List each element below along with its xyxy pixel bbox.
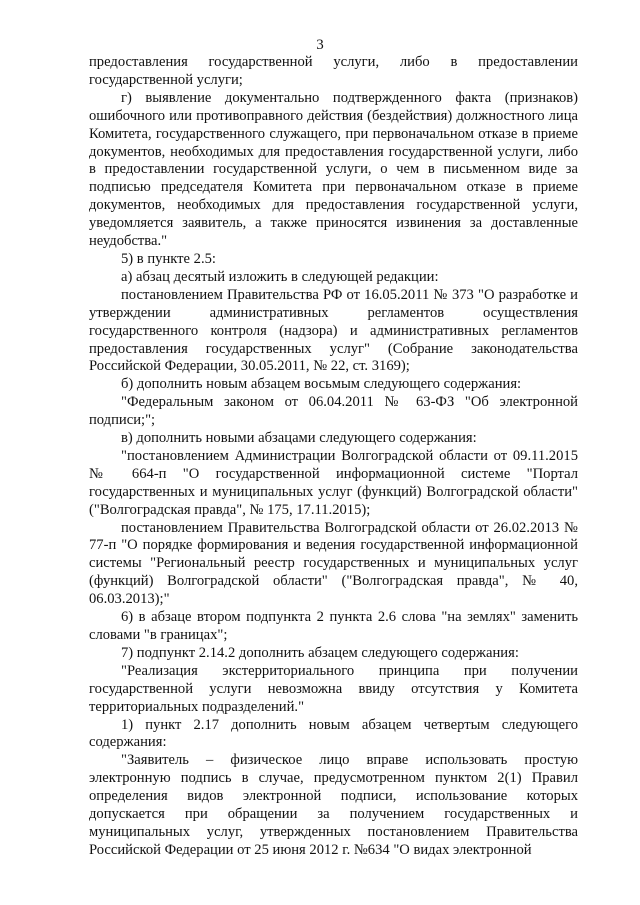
paragraph-item-1: 1) пункт 2.17 дополнить новым абзацем четвертым следующего содержания: (89, 716, 578, 751)
paragraph-federal-law-63: "Федеральным законом от 06.04.2011 № 63-ФЗ "Об электронной подписи;"; (89, 394, 578, 429)
paragraph-item-g: г) выявление документально подтвержденного факта (признаков) ошибочного или противоправного действия (бездействия) должностного лица Комитета, государственного служащего, при первоначальном отказе в приеме документов, необходимых для предоставления государственной услуги, либо в предоставлении государственной услуги, о чем в письменном виде за подписью председателя Комитета при первоначальном отказе в приеме документов, необходимых для предоставления государственной услуги, уведомляется заявитель, а также приносятся извинения за доставленные неудобства." (89, 89, 578, 250)
document-body (89, 54, 578, 860)
page-number: 3 (316, 37, 324, 53)
paragraph-resolution-373: постановлением Правительства РФ от 16.05.2011 № 373 "О разработке и утверждении административных регламентов осуществления государственного контроля (надзора) и административных регламентов предоставления государственных услуг" (Собрание законодательства Российской Федерации, 30.05.2011, № 22, ст. 3169); (89, 286, 578, 375)
paragraph-applicant: "Заявитель – физическое лицо вправе использовать простую электронную подпись в случае, предусмотренном пунктом 2(1) Правил определения видов электронной подписи, использование которых допускается при обращении за получением государственных и муниципальных услуг, утвержденных постановлением Правительства Российской Федерации от 25 июня 2012 г. №634 "О видах электронной (89, 752, 578, 858)
paragraph-item-5b: б) дополнить новым абзацем восьмым следующего содержания: (121, 376, 522, 393)
paragraph-item-7: 7) подпункт 2.14.2 дополнить абзацем следующего содержания: (121, 644, 519, 661)
paragraph-item-6: 6) в абзаце втором подпункта 2 пункта 2.6 слова "на землях" заменить словами "в границах"; (89, 609, 578, 643)
paragraph-extraterritorial: "Реализация экстерриториального принципа при получении государственной услуги невозможна ввиду отсутствия у Комитета территориальных подразделений." (89, 662, 578, 715)
paragraph-continuation: предоставления государственной услуги, либо в предоставлении государственной услуги; (89, 54, 578, 88)
paragraph-resolution-664: "постановлением Администрации Волгоградской области от 09.11.2015 № 664-п "О государственной информационной системе "Портал государственных и муниципальных услуг (функций) Волгоградской области" ("Волгоградская правда", № 175, 17.11.2015); (89, 447, 578, 518)
paragraph-resolution-77: постановлением Правительства Волгоградской области от 26.02.2013 № 77-п "О порядке формирования и ведения государственной информационной системы "Региональный реестр государственных и муниципальных услуг (функций) Волгоградской области" ("Волгоградская правда", № 40, 06.03.2013);" (89, 519, 578, 608)
paragraph-item-5: 5) в пункте 2.5: (121, 250, 216, 267)
paragraph-item-5a: а) абзац десятый изложить в следующей редакции: (121, 268, 439, 285)
paragraph-item-5v: в) дополнить новыми абзацами следующего содержания: (121, 430, 477, 447)
